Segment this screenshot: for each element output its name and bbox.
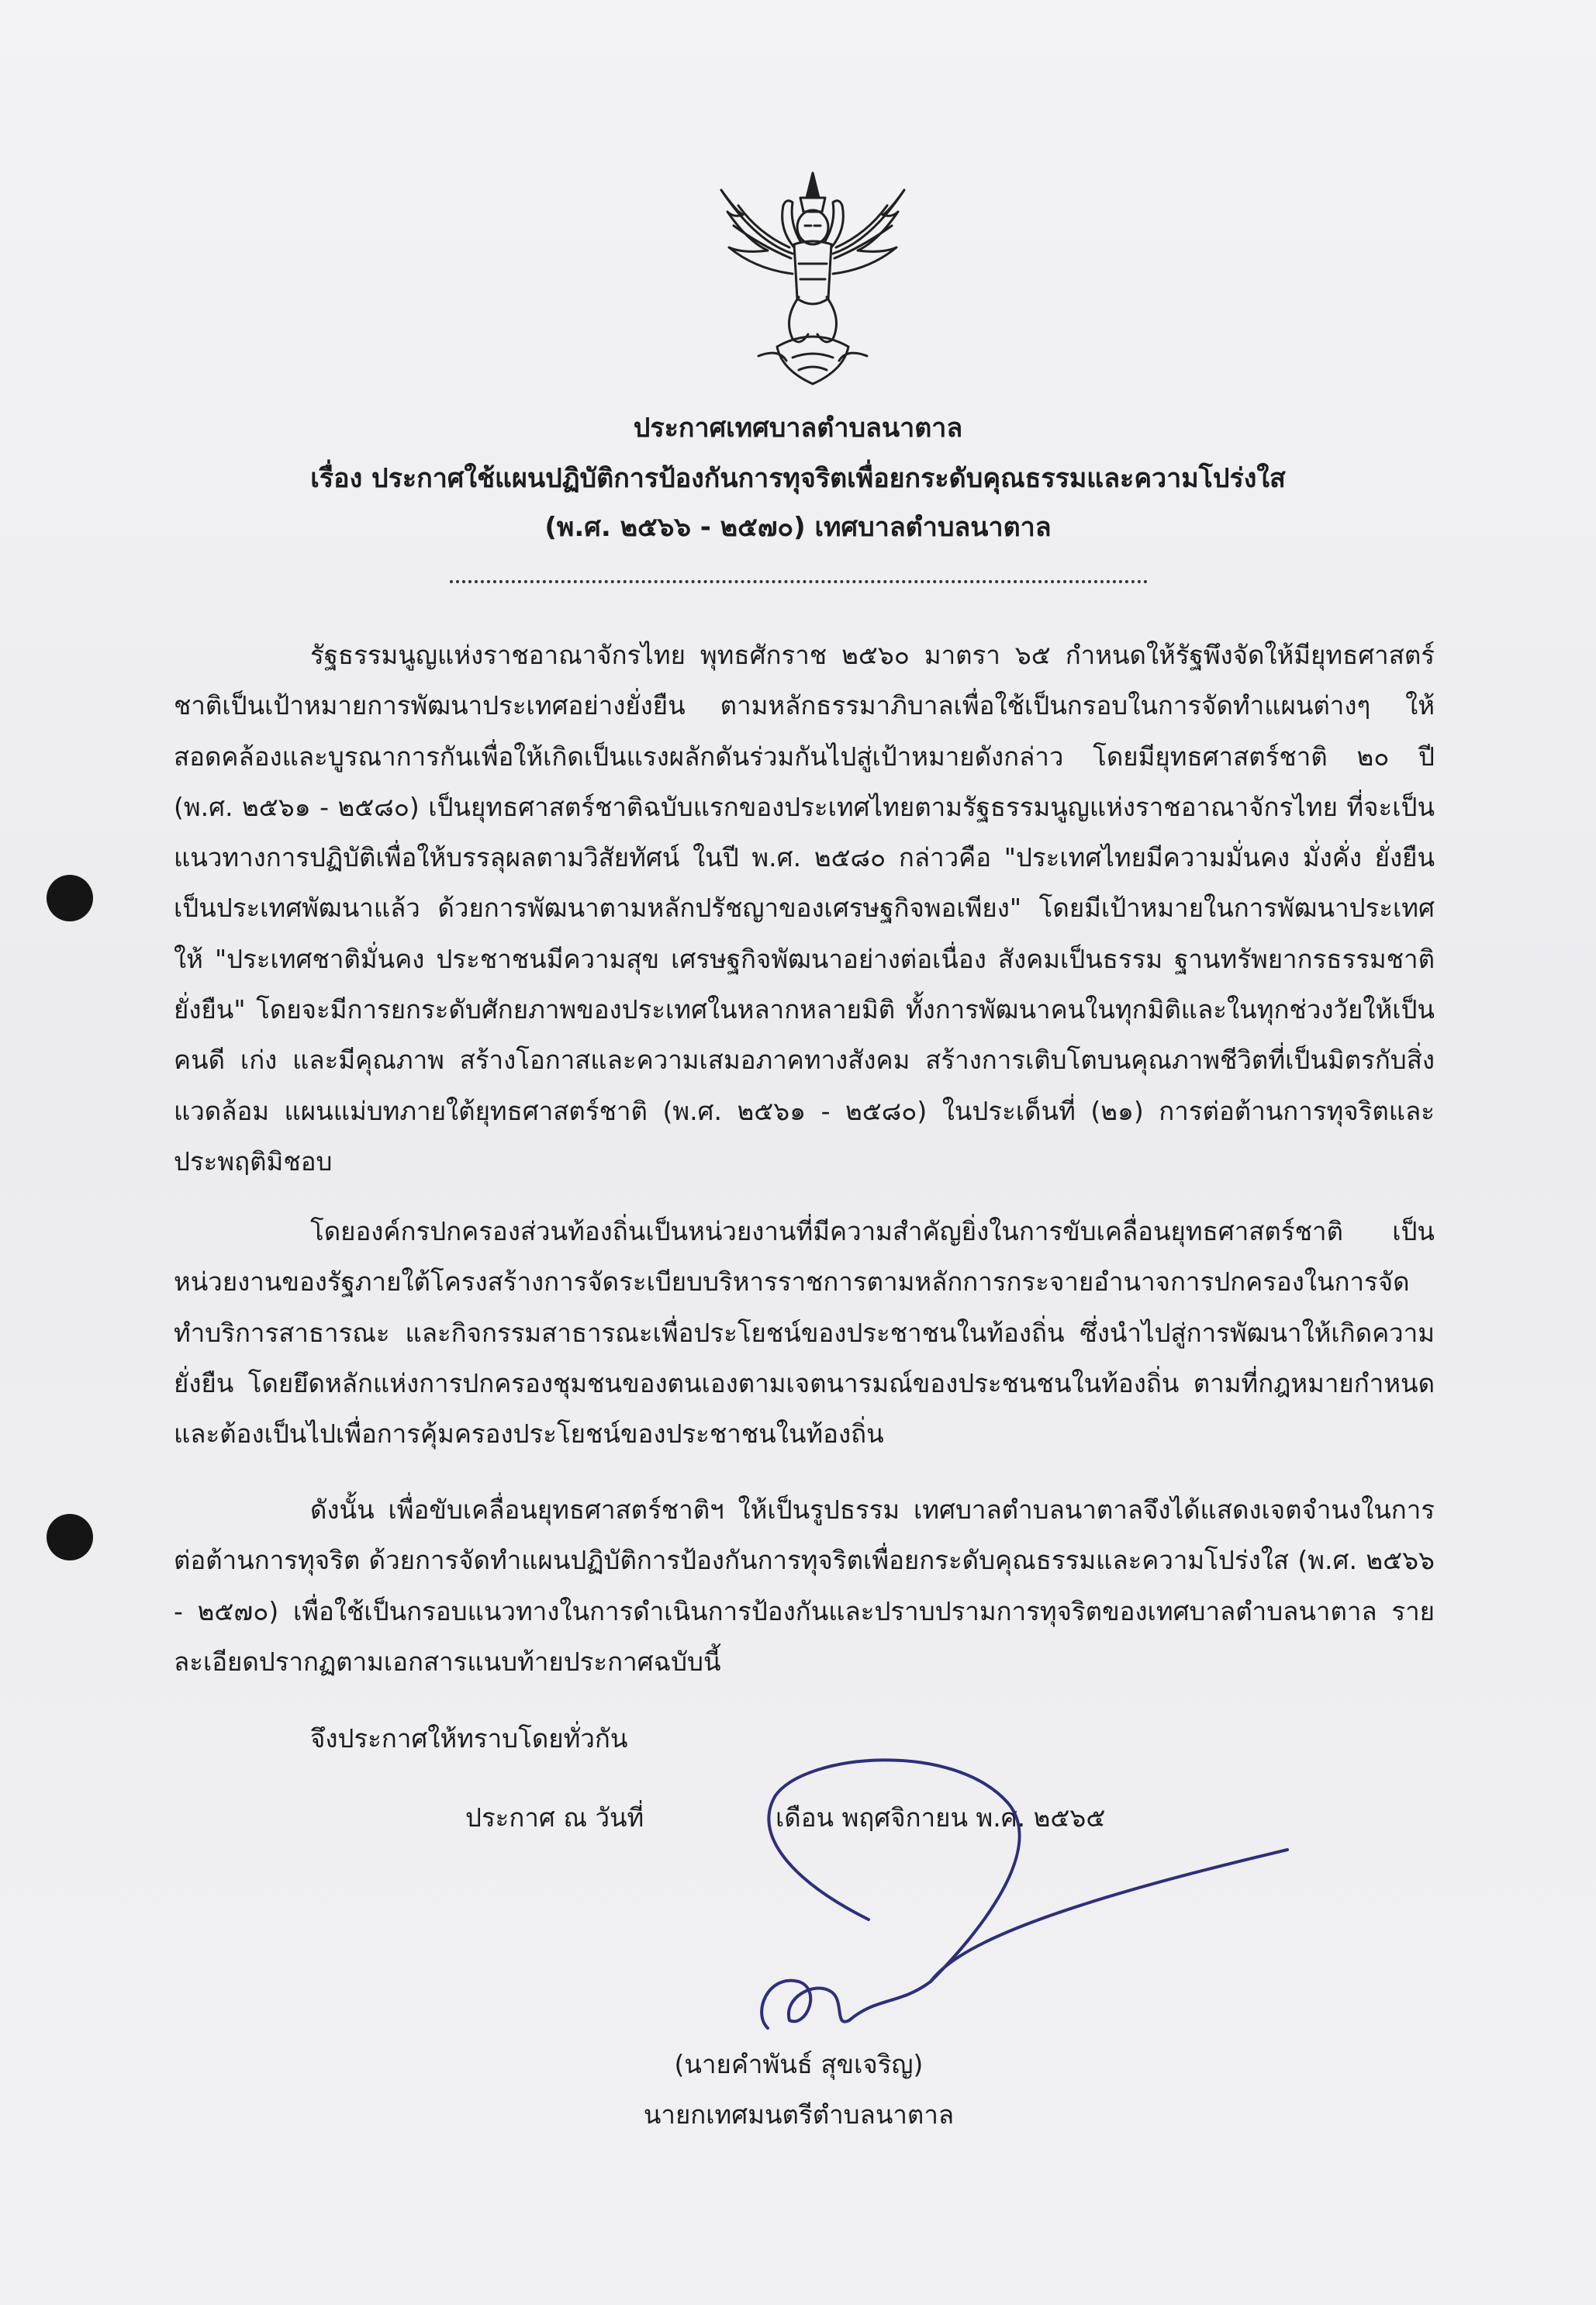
dotted-divider <box>450 580 1148 583</box>
signer-position: นายกเทศมนตรีตำบลนาตาล <box>643 2099 955 2130</box>
punch-hole <box>47 1514 93 1560</box>
body-paragraph-1: รัฐธรรมนูญแห่งราชอาณาจักรไทย พุทธศักราช ๒๕๖๐ มาตรา ๖๕ กำหนดให้รัฐพึงจัดให้มียุทธศาสตร์ชาติเป็นเป้าหมายการพัฒนาประเทศอย่างยั่งยืน ตามหลักธรรมาภิบาลเพื่อใช้เป็นกรอบในการจัดทำแผนต่างๆ ให้สอดคล้องและบูรณาการกันเพื่อให้เกิดเป็นแรงผลักดันร่วมกันไปสู่เป้าหมายดังกล่าว โดยมียุทธศาสตร์ชาติ ๒๐ ปี (พ.ศ. ๒๕๖๑ - ๒๕๘๐) เป็นยุทธศาสตร์ชาติฉบับแรกของประเทศไทยตามรัฐธรรมนูญแห่งราชอาณาจักรไทย ที่จะเป็นแนวทางการปฏิบัติเพื่อให้บรรลุผลตามวิสัยทัศน์ ในปี พ.ศ. ๒๕๘๐ กล่าวคือ "ประเทศไทยมีความมั่นคง มั่งคั่ง ยั่งยืน เป็นประเทศพัฒนาแล้ว ด้วยการพัฒนาตามหลักปรัชญาของเศรษฐกิจพอเพียง" โดยมีเป้าหมายในการพัฒนาประเทศให้ "ประเทศชาติมั่นคง ประชาชนมีความสุข เศรษฐกิจพัฒนาอย่างต่อเนื่อง สังคมเป็นธรรม ฐานทรัพยากรธรรมชาติยั่งยืน" โดยจะมีการยกระดับศักยภาพของประเทศในหลากหลายมิติ ทั้งการพัฒนาคนในทุกมิติและในทุกช่วงวัยให้เป็นคนดี เก่ง และมีคุณภาพ สร้างโอกาสและความเสมอภาคทางสังคม สร้างการเติบโตบนคุณภาพชีวิตที่เป็นมิตรกับสิ่งแวดล้อม แผนแม่บทภายใต้ยุทธศาสตร์ชาติ (พ.ศ. ๒๕๖๑ - ๒๕๘๐) ในประเด็นที่ (๒๑) การต่อต้านการทุจริตและประพฤติมิชอบ <box>174 640 1435 1177</box>
announcement-subject: เรื่อง ประกาศใช้แผนปฏิบัติการป้องกันการทุจริตเพื่อยกระดับคุณธรรมและความโปร่งใส <box>310 463 1286 494</box>
closing-statement: จึงประกาศให้ทราบโดยทั่วกัน <box>310 1723 628 1754</box>
announcement-date-month-year: เดือน พฤศจิกายน พ.ศ. ๒๕๖๕ <box>776 1802 1106 1833</box>
body-paragraph-2: โดยองค์กรปกครองส่วนท้องถิ่นเป็นหน่วยงานที่มีความสำคัญยิ่งในการขับเคลื่อนยุทธศาสตร์ชาติ เป็นหน่วยงานของรัฐภายใต้โครงสร้างการจัดระเบียบบริหารราชการตามหลักการกระจายอำนาจการปกครองในการจัดทำบริการสาธารณะ และกิจกรรมสาธารณะเพื่อประโยชน์ของประชาชนในท้องถิ่น ซึ่งนำไปสู่การพัฒนาให้เกิดความยั่งยืน โดยยึดหลักแห่งการปกครองชุมชนของตนเองตามเจตนารมณ์ของประชนชนในท้องถิ่น ตามที่กฎหมายกำหนด และต้องเป็นไปเพื่อการคุ้มครองประโยชน์ของประชาชนในท้องถิ่น <box>174 1216 1435 1450</box>
announcement-date-label: ประกาศ ณ วันที่ <box>465 1802 644 1833</box>
garuda-emblem <box>712 167 914 392</box>
announcement-title: ประกาศเทศบาลตำบลนาตาล <box>633 413 963 444</box>
body-paragraph-3: ดังนั้น เพื่อขับเคลื่อนยุทธศาสตร์ชาติฯ ให้เป็นรูปธรรม เทศบาลตำบลนาตาลจึงได้แสดงเจตจำนงในการต่อต้านการทุจริต ด้วยการจัดทำแผนปฏิบัติการป้องกันการทุจริตเพื่อยกระดับคุณธรรมและความโปร่งใส (พ.ศ. ๒๕๖๖ - ๒๕๗๐) เพื่อใช้เป็นกรอบแนวทางในการดำเนินการป้องกันและปราบปรามการทุจริตของเทศบาลตำบลนาตาล รายละเอียดปรากฏตามเอกสารแนบท้ายประกาศฉบับนี้ <box>174 1495 1435 1677</box>
announcement-period: (พ.ศ. ๒๕๖๖ - ๒๕๗๐) เทศบาลตำบลนาตาล <box>544 512 1052 543</box>
signer-name: (นายคำพันธ์ สุขเจริญ) <box>674 2049 924 2079</box>
handwritten-signature <box>698 1749 1303 2051</box>
punch-hole <box>47 875 93 921</box>
